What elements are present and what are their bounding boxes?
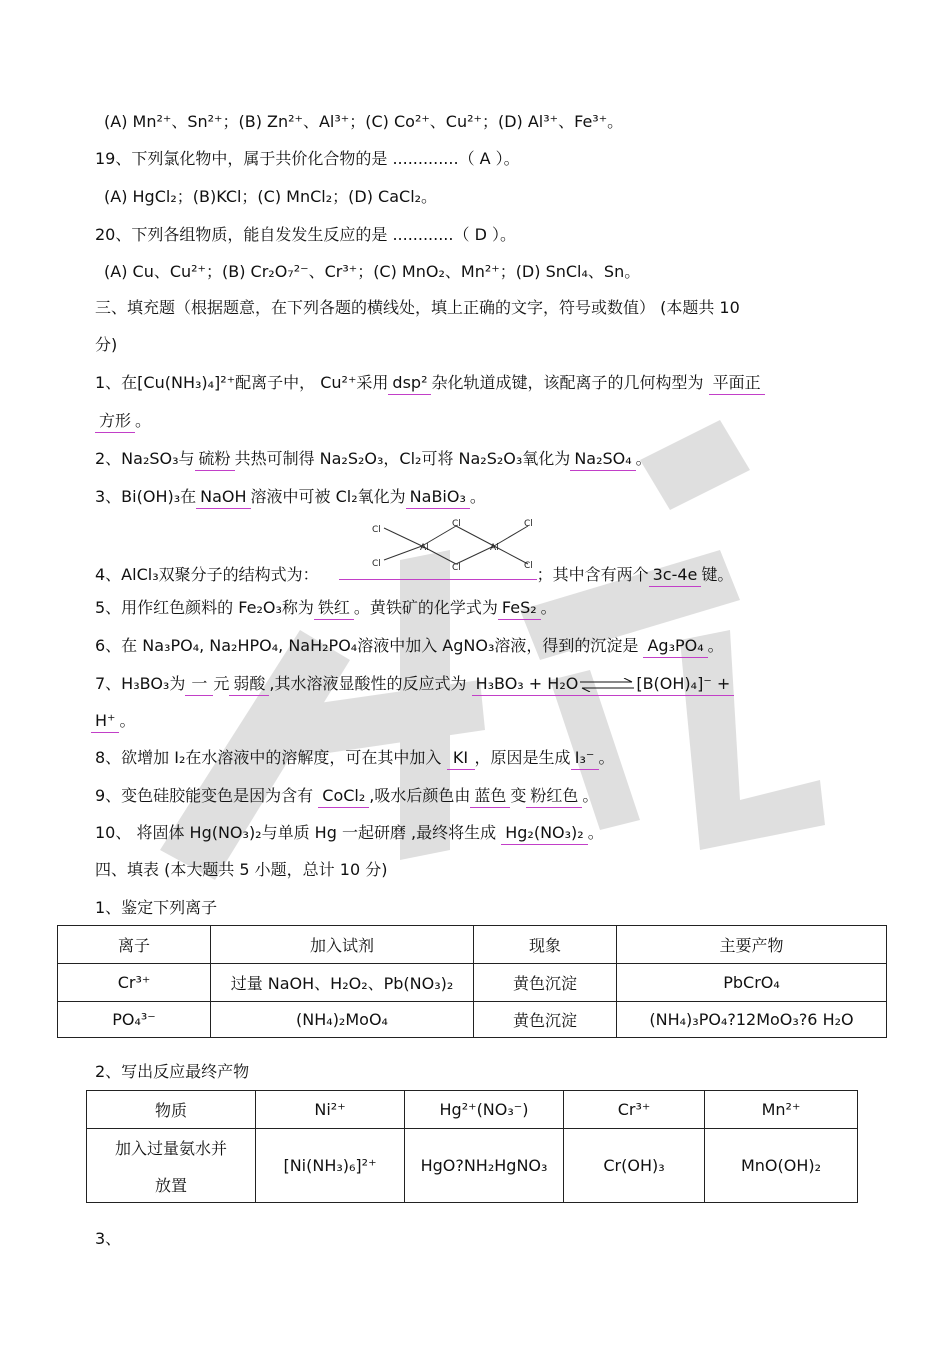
section-3-heading: 三、填充题（根据题意，在下列各题的横线处，填上正确的文字，符号或数值） (本题共 10 [95,298,740,317]
table-header: Hg²⁺(NO₃⁻) [405,1091,564,1129]
fill-1-cont: 方形 。 [95,410,151,433]
table-cell: (NH₄)₂MoO₄ [211,1002,474,1038]
ion-identification-table [57,925,887,1038]
table-header-row [58,926,887,964]
table-row [87,1129,858,1203]
table-cell: 过量 NaOH、H₂O₂、Pb(NO₃)₂ [211,964,474,1002]
table-cell: Cr³⁺ [58,964,211,1002]
fill-2: 2、Na₂SO₃与 硫粉 共热可制得 Na₂S₂O₃，Cl₂可将 Na₂S₂O₃氧化为 Na₂SO₄ 。 [95,448,652,471]
table-header: Mn²⁺ [705,1091,858,1129]
table-cell: HgO?NH₂HgNO₃ [405,1129,564,1203]
fill-5: 5、用作红色颜料的 Fe₂O₃称为 铁红 。黄铁矿的化学式为 FeS₂ 。 [95,597,557,620]
table-header: 现象 [474,926,617,964]
table-cell: MnO(OH)₂ [705,1129,858,1203]
table-header-row [87,1091,858,1129]
fill-7-cont: H⁺ 。 [95,710,136,733]
table-row [58,1002,887,1038]
table-header: 加入试剂 [211,926,474,964]
table-cell: PO₄³⁻ [58,1002,211,1038]
cl-label: Cl [524,519,533,529]
fill-1: 1、在[Cu(NH₃)₄]²⁺配离子中， Cu²⁺采用 dsp² 杂化轨道成键，该配离子的几何构型为 平面正 [95,372,765,395]
cl-label: Cl [452,519,461,529]
question-20: 20、下列各组物质，能自发发生反应的是 ............（ D ）。 [95,225,516,244]
cl-label: Cl [452,563,461,572]
section-4-heading: 四、填表 (本大题共 5 小题，总计 10 分) [95,860,388,879]
table-header: 离子 [58,926,211,964]
table-cell: 黄色沉淀 [474,1002,617,1038]
table-header: Cr³⁺ [564,1091,705,1129]
fill-7: 7、H₃BO₃为 一 元 弱酸 ,其水溶液显酸性的反应式为 H₃BO₃ + H₂O [B(OH)₄]⁻ + [95,673,734,696]
table-cell: (NH₄)₃PO₄?12MoO₃?6 H₂O [617,1002,887,1038]
reaction-products-table [86,1090,858,1203]
table-3-title: 3、 [95,1229,122,1248]
table-header: 主要产物 [617,926,887,964]
table-row [58,964,887,1002]
table-header: Ni²⁺ [256,1091,405,1129]
fill-3: 3、Bi(OH)₃在 NaOH 溶液中可被 Cl₂氧化为 NaBiO₃ 。 [95,486,486,509]
table-cell: Cr(OH)₃ [564,1129,705,1203]
table-1-title: 1、鉴定下列离子 [95,898,218,917]
fill-8: 8、欲增加 I₂在水溶液中的溶解度，可在其中加入 KI ，原因是生成 I₃⁻ 。 [95,747,615,770]
q20-options: (A) Cu、Cu²⁺；(B) Cr₂O₇²⁻、Cr³⁺；(C) MnO₂、Mn²⁺；(D) SnCl₄、Sn。 [104,262,641,281]
cl-label: Cl [524,561,533,571]
table-cell: [Ni(NH₃)₆]²⁺ [256,1129,405,1203]
table-cell: PbCrO₄ [617,964,887,1002]
section-3-heading-cont: 分) [95,335,118,354]
fill-4: 4、AlCl₃双聚分子的结构式为： ；其中含有两个 3c-4e 键。 [95,564,733,587]
q18-options: (A) Mn²⁺、Sn²⁺；(B) Zn²⁺、Al³⁺；(C) Co²⁺、Cu²⁺；(D) Al³⁺、Fe³⁺。 [104,112,624,131]
table-cell: 黄色沉淀 [474,964,617,1002]
table-row-label: 加入过量氨水并 放置 [87,1129,256,1203]
al-label: Al [490,543,499,553]
equilibrium-arrow-icon [578,678,636,692]
table-header: 物质 [87,1091,256,1129]
fill-10: 10、 将固体 Hg(NO₃)₂与单质 Hg 一起研磨 ,最终将生成 Hg₂(NO₃)₂ 。 [95,822,604,845]
cl-label: Cl [372,525,381,535]
al-label: Al [420,543,429,553]
fill-6: 6、在 Na₃PO₄, Na₂HPO₄, NaH₂PO₄溶液中加入 AgNO₃溶液，得到的沉淀是 Ag₃PO₄ 。 [95,635,724,658]
fill-9: 9、变色硅胶能变色是因为含有 CoCl₂ ,吸水后颜色由 蓝色 变 粉红色 。 [95,785,598,808]
q19-options: (A) HgCl₂；(B)KCl；(C) MnCl₂；(D) CaCl₂。 [104,187,438,206]
cl-label: Cl [372,559,381,569]
table-2-title: 2、写出反应最终产物 [95,1062,250,1081]
question-19: 19、下列氯化物中，属于共价化合物的是 .............（ A ）。 [95,149,520,168]
